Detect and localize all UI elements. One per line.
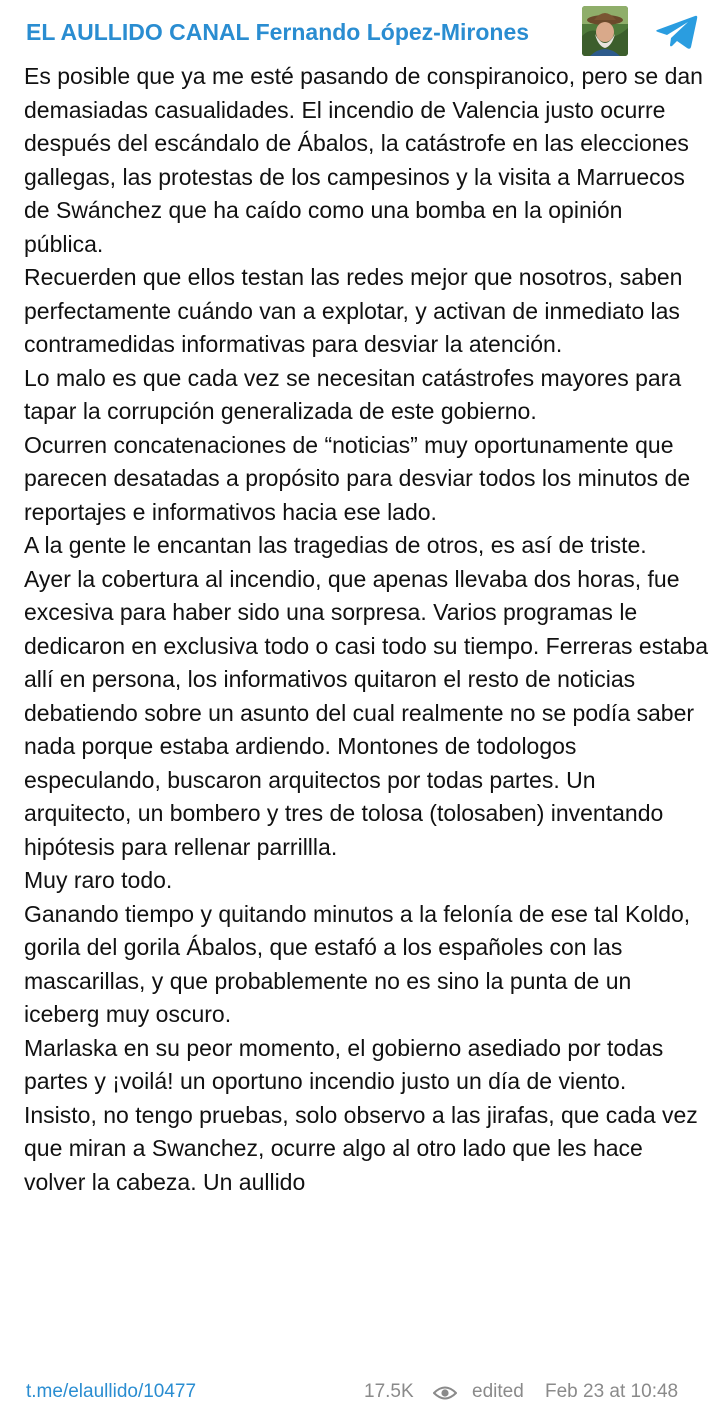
- post-body: [24, 60, 708, 1199]
- post-header: [0, 0, 722, 62]
- post-link[interactable]: t.me/elaullido/10477: [26, 1381, 197, 1402]
- post-paragraph: Es posible que ya me esté pasando de conspiranoico, pero se dan demasiadas casualidades. El incendio de Valencia justo ocurre después del escándalo de Ábalos, la catástrofe en las elecciones gallegas, las protestas de los campesinos y la visita a Marruecos de Swánchez que ha caído como una bomba en la opinión pública.: [24, 63, 703, 257]
- telegram-icon[interactable]: [655, 14, 699, 50]
- post-paragraph: Ayer la cobertura al incendio, que apenas llevaba dos horas, fue excesiva para haber sido una sorpresa. Varios programas le dedicaron en exclusiva todo o casi todo su tiempo. Ferreras estaba allí en persona, los informativos quitaron el resto de noticias debatiendo sobre un asunto del cual realmente no se podía saber nada porque estaba ardiendo. Montones de todologos especulando, buscaron arquitectos por todas partes. Un arquitecto, un bombero y tres de tolosa (tolosaben) inventando hipótesis para rellenar parrillla.: [24, 565, 708, 860]
- post-paragraph: A la gente le encantan las tragedias de otros, es así de triste.: [24, 532, 647, 558]
- post-paragraph: Insisto, no tengo pruebas, solo observo a las jirafas, que cada vez que miran a Swanchez, ocurre algo al otro lado que les hace volver la cabeza. Un aullido: [24, 1101, 698, 1195]
- post-paragraph: Marlaska en su peor momento, el gobierno asediado por todas partes y ¡voilá! un oportuno incendio justo un día de viento.: [24, 1034, 664, 1094]
- post-paragraph: Recuerden que ellos testan las redes mejor que nosotros, saben perfectamente cuándo van a explotar, y activan de inmediato las contramedidas informativas para desviar la atención.: [24, 264, 683, 357]
- channel-avatar[interactable]: [582, 6, 628, 56]
- edited-label: edited: [472, 1381, 524, 1402]
- view-count: 17.5K: [364, 1381, 414, 1402]
- post-date: Feb 23 at 10:48: [545, 1381, 679, 1402]
- eye-icon: [433, 1384, 457, 1402]
- post-paragraph: Ocurren concatenaciones de “noticias” muy oportunamente que parecen desatadas a propósito para desviar todos los minutos de reportajes e informativos hacia ese lado.: [24, 431, 691, 525]
- post-footer: [0, 1374, 722, 1414]
- channel-name[interactable]: EL AULLIDO CANAL Fernando López-Mirones: [26, 19, 530, 45]
- post-paragraph: Lo malo es que cada vez se necesitan catástrofes mayores para tapar la corrupción generalizada de este gobierno.: [24, 364, 682, 424]
- post-paragraph: Muy raro todo.: [24, 867, 173, 893]
- post-paragraph: Ganando tiempo y quitando minutos a la felonía de ese tal Koldo, gorila del gorila Ábalos, que estafó a los españoles con las mascarillas, y que probablemente no es sino la punta de un iceberg muy oscuro.: [24, 900, 691, 1027]
